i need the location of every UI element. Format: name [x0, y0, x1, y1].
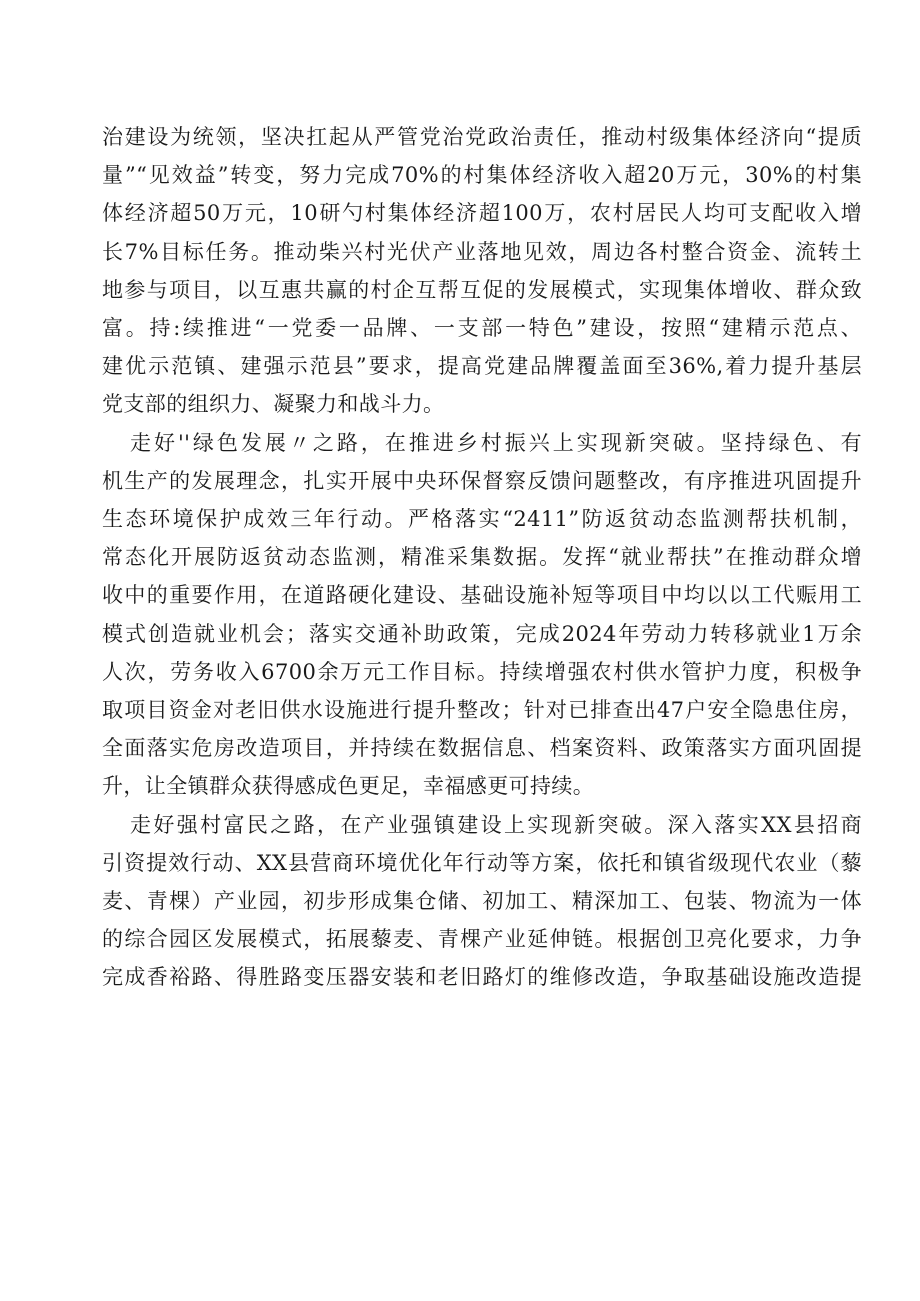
text-line: 治建设为统领，坚决扛起从严管党治党政治责任，推动村级集体经济向“提质	[102, 125, 862, 149]
text-line: 地参与项目，以互惠共赢的村企互帮互促的发展模式，实现集体增收、群众致	[102, 277, 862, 302]
text-line: 人次，劳务收入6700余万元工作目标。持续增强农村供水管护力度，积极争	[102, 659, 862, 684]
text-line: 走好强村富民之路，在产业强镇建设上实现新突破。深入落实XX县招商	[130, 812, 862, 837]
text-line: 富。持:续推进“一党委一品牌、一支部一特色”建设，按照“建精示范点、	[102, 316, 862, 341]
text-line: 麦、青棵）产业园，初步形成集仓储、初加工、精深加工、包装、物流为一体	[102, 889, 862, 914]
text-line: 引资提效行动、XX县营商环境优化年行动等方案，依托和镇省级现代农业（藜	[102, 850, 862, 875]
text-line: 体经济超50万元，10研勺村集体经济超100万，农村居民人均可支配收入增	[102, 201, 862, 226]
paragraph-green-development	[102, 424, 862, 806]
text-line: 全面落实危房改造项目，并持续在数据信息、档案资料、政策落实方面巩固提	[102, 736, 862, 761]
text-line: 走好''绿色发展〃之路，在推进乡村振兴上实现新突破。坚持绿色、有	[130, 430, 862, 455]
text-line: 量”“见效益”转变，努力完成70%的村集体经济收入超20万元，30%的村集	[102, 163, 863, 188]
text-line: 升，让全镇群众获得感成色更足，幸福感更可持续。	[102, 774, 595, 799]
text-line: 取项目资金对老旧供水设施进行提升整改；针对已排查出47户安全隐患住房，	[102, 698, 862, 723]
text-line: 建优示范镇、建强示范县”要求，提高党建品牌覆盖面至36%,着力提升基层	[102, 354, 862, 379]
paragraph-party-building	[102, 118, 862, 424]
text-line: 机生产的发展理念，扎实开展中央环保督察反馈问题整改，有序推进巩固提升	[102, 468, 862, 493]
text-line: 党支部的组织力、凝聚力和战斗力。	[102, 392, 445, 417]
paragraph-industry-strengthening	[102, 806, 862, 997]
text-line: 的综合园区发展模式，拓展藜麦、青棵产业延伸链。根据创卫亮化要求，力争	[102, 927, 862, 952]
text-line: 生态环境保护成效三年行动。严格落实“2411”防返贫动态监测帮扶机制，	[102, 507, 862, 532]
document-body	[102, 118, 862, 997]
text-line: 收中的重要作用，在道路硬化建设、基础设施补短等项目中均以以工代赈用工	[102, 583, 862, 608]
text-line: 模式创造就业机会；落实交通补助政策，完成2024年劳动力转移就业1万余	[102, 621, 862, 646]
text-line: 完成香裕路、得胜路变压器安装和老旧路灯的维修改造，争取基础设施改造提	[102, 965, 862, 990]
text-line: 长7%目标任务。推动柴兴村光伏产业落地见效，周边各村整合资金、流转土	[102, 239, 862, 264]
text-line: 常态化开展防返贫动态监测，精准采集数据。发挥“就业帮扶”在推动群众增	[102, 545, 862, 570]
